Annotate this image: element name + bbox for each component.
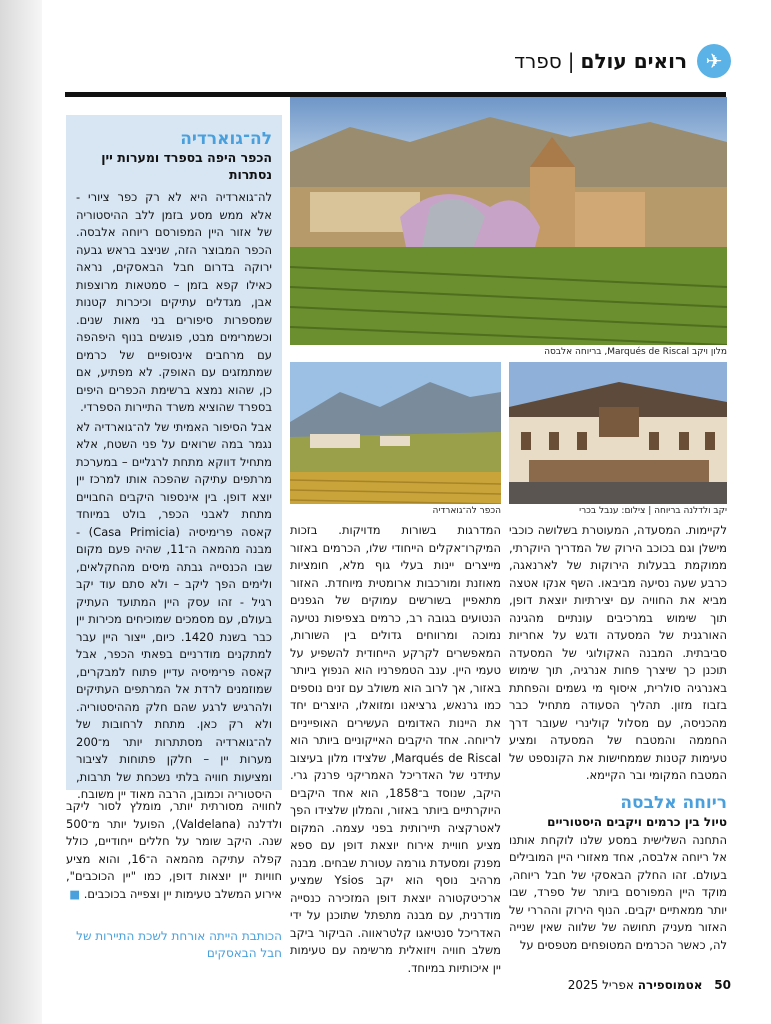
page-number: 50 xyxy=(714,978,731,992)
marques-de-riscal-photo xyxy=(290,97,727,345)
section-header xyxy=(60,40,731,82)
restaurant-paragraph: לקיימות. המסעדה, המעוטרת בשלושה כוכבי מישלן וגם בכוכב הירוק של המדריך היוקרתי, ממוקמת בבעלות הירוקות של לארנאגה, כרבע שעה נסיעה מביבאו. השף אנקו אטצה מביא את החוויה עם יצירתיות יוצאת דופן, תוך שימוש במרכיבים עונתיים מהגינה האורגנית של המסעדה ודגש על אחריות סביבתית. המבנה האקולוגי של המסעדה תוכנן כך שיצרך פחות אנרגיה, תוך שימוש באנרגיה סולרית, איסוף מי גשמים והפחתת בזבוז מזון. תהליך הסעודה מתחיל כבר מהכניסה, עם מסלול קולינרי שעובר דרך החממה והמטבח של המסעדה ומציע טעימות קטנות שממחישות את הקונספט של המטבח המקומי ובר הקיימא. xyxy=(509,523,727,782)
rioja-alavesa-paragraph: התחנה השלישית במסע שלנו לוקחת אותנו אל ריוחה אלבסה, אחד מאזורי היין המובילים בעולם. זהו החלק הבאסקי של חבל ריוחה, מוקד היין המפורסם ביותר של ספרד, שבו יותר ממאתיים יקבים. הנוף הירוק וההררי של האזור מעניק תחושה של שלווה שאין שנייה לה, כאשר הכרמים המטופחים מטפסים על xyxy=(509,832,727,952)
left-column xyxy=(66,798,282,903)
rioja-alavesa-subheading: טיול בין כרמים ויקבים היסטוריים xyxy=(547,815,727,829)
rioja-alavesa-heading: ריוחה אלבסה xyxy=(620,792,727,813)
right-column xyxy=(509,522,727,954)
section-subtitle: ספרד xyxy=(514,49,562,73)
page-footer xyxy=(568,978,731,992)
laguardia-village-photo xyxy=(290,362,501,504)
sidebar-subtitle: הכפר היפה בספרד ומערות יין נסתרות xyxy=(101,150,272,182)
laguardia-village-image xyxy=(290,362,501,504)
author-credit: הכותבת הייתה אורחת לשכת התיירות של חבל הבאסקים xyxy=(76,929,282,960)
middle-column xyxy=(290,522,501,977)
village-photo-caption: הכפר לה־גוארדיה xyxy=(432,506,501,516)
valdelana-winery-photo xyxy=(509,362,727,504)
sidebar-paragraph: אבל הסיפור האמיתי של לה־גוארדיה לא נגמר במה שרואים על פני השטח, אלא מתחיל דווקא מתחת לרגליים – במערכת מרתפים עתיקה שהפכה אותו למרכז יין יוצא דופן. בין אינספור היקבים החבויים מתחת לאבני הכפר, בולט במיוחד קאסה פרימיסיה (Casa Primicia) - מבנה מהמאה ה־11, שהיה פעם מקום שבו הכנסייה גבתה מיסים מהחקלאים, ולימים הפך ליקב – ולא סתם עוד יקב רגיל - זהו עסק היין המתועד העתיק בעולם, עם מסמכים שמוכיחים מכירות יין כבר בשנת 1420. כיום, ייצור היין עבר למתקנים מודרניים בפאתי הכפר, אבל קאסה פרימיסיה עדיין פתוח למבקרים, שמוזמנים לרדת אל המרתפים העתיקים ולהרגיש לרגע שהם חלק מההיסטוריה. ולא רק כאן. מתחת לרחובות של לה־גוארדיה מסתתרות יותר מ־200 מערות יין – חלקן פתוחות לציבור ומציעות חוויה בלתי נשכחת של תרבות, היסטוריה וכמובן, הרבה מאוד יין משובח. xyxy=(76,419,273,801)
laguardia-sidebar xyxy=(66,115,282,801)
end-mark-icon: ■ xyxy=(69,886,81,901)
sidebar-paragraph: לה־גוארדיה היא לא רק כפר ציורי - אלא ממש מסע בזמן ללב ההיסטוריה של אזור היין המפורסם ריוחה אלבסה. הכפר המבוצר הזה, שניצב בראש גבעה ירוקה בדרום חבל הבאסקים, נראה כאילו קפא בזמן – סמטאות מרוצפות אבן, מגדלים עתיקים וכיכרות קטנות שמספרות סיפורים בני מאות שנים. וכשמרימים מבט, פוגשים בנוף היפהפה עם מרחבים אינסופיים של כרמים שמתמזגים עם האופק. לא מפתיע, אם כן, שהוא נמצא ברשימת הכפרים היפים בספרד שהוציא משרד התיירות הספרדי. xyxy=(76,190,272,414)
header-separator: | xyxy=(567,49,575,73)
valdelana-paragraph: לחוויה מסורתית יותר, מומלץ לסור ליקב ולדלנה (Valdelana), הפועל יותר מ־500 שנה. היקב שומר על חללים ייחודיים, כולל קפלה עתיקה מהמאה ה־16, והוא מציע חוויות יין יוצאות דופן, כמו "יין הכוכבים", אירוע המשלב טעימות יין וצפייה בכוכבים. xyxy=(66,799,283,901)
left-column-text xyxy=(66,798,282,903)
middle-column-text: המדרגות בשורות מדויקות. בזכות המיקרו־אקלים הייחודי שלו, הכרמים באזור מייצרים יינות בעלי גוף מלא, חומציות מאוזנת ומורכבות ארומטית מיוחדת. האזור מתאפיין בשורשים עמוקים של הגפנים הנטועים בגובה רב, כרמים בצפיפות נטיעה נמוכה ומרווחים גדולים בין השורות, המאפשרים לקרקע הייחודית להשפיע על טעמי היין. ענב הטמפרניו הוא הנפוץ ביותר באזור, אך לרוב הוא משולב עם זנים נוספים כמו גרנאש, גרציאנו ומזואלו, היוצרים יחד את היינות האדומים העשירים האופייניים לריוחה. אחד היקבים האייקוניים ביותר הוא Marqués de Riscal, שלצידו מלון בעיצוב עתידני של האדריכל האמריקני פרנק גרי. היקב, שנוסד ב־1858, הוא אחד היקבים היוקרתיים ביותר באזור, והמלון שלצידו הפך לאטרקציה תיירותית בפני עצמה. המקום מציע חוויית אירוח יוצאת דופן עם ספא מפנק ומסעדת גורמה עטורת שבחים. מבנה מרהיב נוסף הוא יקב Ysios שמציע ארכיטקטורה יוצאת דופן המזכירה כנסייה מודרנית, עם מבנה מתפתל שתוכנן על ידי האדריכל סנטיאגו קלטראווה. הביקור ביקב משלב חוויה ויזואלית מרשימה עם טעימות יין איכותיות במיוחד. xyxy=(290,523,502,975)
marques-de-riscal-image xyxy=(290,97,727,345)
page-gutter-shadow xyxy=(0,0,42,1024)
section-title: רואים עולם xyxy=(580,49,687,73)
magazine-name: אטמוספירה xyxy=(637,978,703,992)
airplane-icon: ✈ xyxy=(697,44,731,78)
valdelana-winery-image xyxy=(509,362,727,504)
main-photo-caption: מלון ויקב Marqués de Riscal, בריוחה אלבסה xyxy=(544,347,727,357)
issue-date: אפריל 2025 xyxy=(567,978,634,992)
winery-photo-caption: יקב ולדלנה בריוחה | צילום: ענבל בכרי xyxy=(579,506,727,516)
sidebar-title: לה־גוארדיה xyxy=(180,129,272,149)
